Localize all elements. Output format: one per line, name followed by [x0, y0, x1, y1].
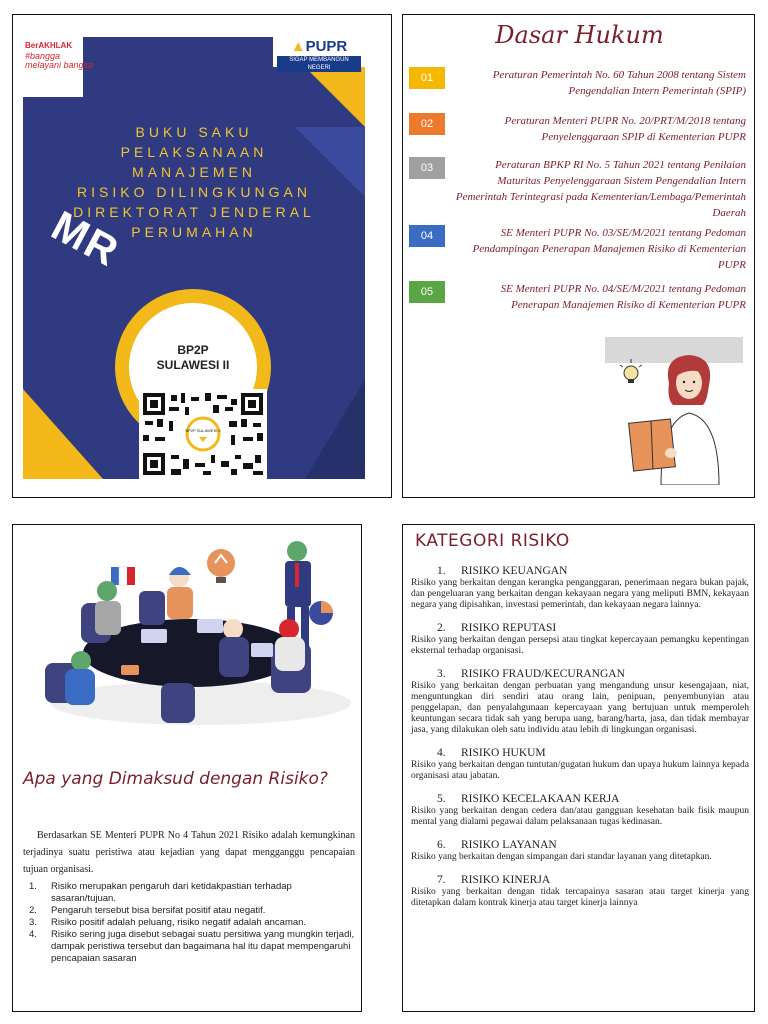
flag-icon: [111, 567, 135, 585]
definisi-points: [23, 881, 355, 965]
law-number-badge: 03: [409, 157, 445, 179]
list-item: 1. Risiko merupakan pengaruh dari ketidakpastian terhadap sasaran/tujuan.: [29, 881, 292, 904]
list-item: 2. Pengaruh tersebut bisa bersifat positif atau negatif.: [29, 905, 266, 916]
decor-triangle: [305, 379, 365, 479]
kategori-desc: Risiko yang berkaitan dengan tuntutan/gugatan hukum dan upaya hukum lainnya kepada organisasi atau jabatan.: [411, 760, 749, 781]
law-text: SE Menteri PUPR No. 04/SE/M/2021 tentang Pedoman Penerapan Manajemen Risiko di Kementerian PUPR: [500, 283, 746, 311]
qr-code[interactable]: [139, 389, 267, 479]
kategori-item: 7. RISIKO KINERJA Risiko yang berkaitan dengan tidak tercapainya sasaran atau target kinerja yang ditetapkan dalam kontrak kinerja atau target kinerja lainnya: [411, 874, 749, 908]
kategori-name: RISIKO KECELAKAAN KERJA: [461, 793, 620, 805]
badge-line: BP2P: [177, 343, 209, 357]
pupr-logo: [273, 37, 365, 71]
kategori-name: RISIKO KEUANGAN: [461, 565, 568, 577]
pupr-logo-name: PUPR: [305, 38, 348, 55]
kategori-item: 4. RISIKO HUKUM Risiko yang berkaitan dengan tuntutan/gugatan hukum dan upaya hukum lainnya kepada organisasi atau jabatan.: [411, 747, 749, 781]
cover-title-line: BUKU SAKU: [135, 124, 253, 140]
definisi-intro: Berdasarkan SE Menteri PUPR No 4 Tahun 2021 Risiko adalah kemungkinan terjadinya suatu peristiwa atau kejadian yang dapat mengganggu pencapaian tujuan organisasi.: [23, 830, 355, 875]
definisi-title: Apa yang Dimaksud dengan Risiko?: [23, 769, 328, 789]
kategori-desc: Risiko yang berkaitan dengan simpangan dari standar layanan yang ditetapkan.: [411, 852, 712, 862]
law-number-badge: 02: [409, 113, 445, 135]
berakhlak-logo-title: BerAKHLAK: [25, 41, 73, 50]
kategori-desc: Risiko yang berkaitan dengan kerangka penganggaran, penerimaan negara bukan pajak, dan pengeluaran yang berkaitan dengan kekayaan negara yang meliputi BMN, kekayaan negara yang dipisahkan, investasi pemerintah, dan kekayaan negara lainnya.: [411, 578, 749, 610]
reading-woman-illustration: [603, 335, 745, 485]
kategori-desc: Risiko yang berkaitan dengan persepsi atau tingkat kepercayaan pemangku kepentingan eksternal terhadap organisasi.: [411, 635, 749, 656]
kategori-desc: Risiko yang berkaitan dengan cedera dan/atau gangguan kesehatan baik fisik maupun mental yang dialami pegawai dalam pelaksanaan tugas kedinasan.: [411, 806, 749, 827]
list-item: 4. Risiko sering juga disebut sebagai suatu persitiwa yang mungkin terjadi, dampak peristiwa tersebut dan bagaimana hal itu dapat mempengaruhi pencapaian sasaran: [29, 929, 355, 964]
lightbulb-icon: [207, 549, 235, 583]
cover-title-line: PERUMAHAN: [131, 224, 257, 240]
pupr-mark-icon: ▲: [290, 38, 306, 55]
cover-title-line: PELAKSANAAN: [120, 144, 268, 160]
law-number-badge: 04: [409, 225, 445, 247]
dasar-hukum-panel: [402, 14, 755, 498]
decor-triangle: [303, 65, 365, 127]
kategori-item: 3. RISIKO FRAUD/KECURANGAN Risiko yang berkaitan dengan perbuatan yang mengandung unsur kesengajaan, niat, menguntungkan diri sendiri atau orang lain, penipuan, penyembunyian atau penggelapan, dan penyalahgunaan kepercayaan yang bertujuan untuk memperoleh keuntungan secara tidak sah yang berupa uang, barang/harta, jasa, dan tidak membayar jasa, yang dilakukan oleh satu individu atau lebih di lingkungan organisasi.: [411, 668, 749, 735]
law-text: SE Menteri PUPR No. 03/SE/M/2021 tentang Pedoman Pendampingan Penerapan Manajemen Risiko di Kementerian PUPR: [472, 227, 746, 271]
kategori-risiko-panel: [402, 524, 755, 1012]
meeting-illustration: [21, 533, 355, 733]
qr-center-label: BP2P SULAWESI II: [185, 428, 221, 433]
law-number-badge: 01: [409, 67, 445, 89]
mr-watermark: MR: [44, 201, 128, 276]
kategori-desc: Risiko yang berkaitan dengan tidak tercapainya sasaran atau target kinerja yang ditetapkan dalam kontrak kinerja atau target kinerja lainnya: [411, 887, 749, 908]
kategori-name: RISIKO FRAUD/KECURANGAN: [461, 668, 625, 680]
berakhlak-logo-tagline: #bangga melayani bangsa: [25, 51, 94, 70]
pupr-logo-tagline: SIGAP MEMBANGUN NEGERI: [277, 56, 361, 72]
badge-line: SULAWESI II: [156, 358, 230, 372]
kategori-item: 5. RISIKO KECELAKAAN KERJA Risiko yang berkaitan dengan cedera dan/atau gangguan kesehatan baik fisik maupun mental yang dialami pegawai dalam pelaksanaan tugas kedinasan.: [411, 793, 749, 827]
law-text: Peraturan Pemerintah No. 60 Tahun 2008 tentang Sistem Pengendalian Intern Pemerintah (SPIP): [492, 69, 746, 97]
kategori-name: RISIKO LAYANAN: [461, 839, 557, 851]
kategori-desc: Risiko yang berkaitan dengan perbuatan yang mengandung unsur kesengajaan, niat, menguntungkan diri sendiri atau orang lain, penipuan, penyembunyian atau penggelapan, dan penyalahgunaan kepercayaan yang bertujuan untuk memperoleh keuntungan secara tidak sah yang berupa uang, barang/harta, jasa, dan tidak membayar jasa, yang dilakukan oleh satu individu atau lebih di lingkungan organisasi.: [411, 681, 749, 735]
decor-triangle: [23, 389, 103, 479]
kategori-item: 2. RISIKO REPUTASI Risiko yang berkaitan dengan persepsi atau tingkat kepercayaan pemangku kepentingan eksternal terhadap organisasi.: [411, 622, 749, 656]
kategori-name: RISIKO HUKUM: [461, 747, 546, 759]
cover-artwork: [23, 37, 365, 479]
kategori-list: [411, 565, 749, 920]
law-text: Peraturan Menteri PUPR No. 20/PRT/M/2018 tentang Penyelenggaraan SPIP di Kementerian PUPR: [504, 115, 746, 143]
law-text: Peraturan BPKP RI No. 5 Tahun 2021 tentang Penilaian Maturitas Penyelenggaraan Sistem Pengendalian Intern Pemerintah Terintegrasi pada Kementerian/Lembaga/Pemerintah Daerah: [455, 159, 746, 219]
cover-title-line: RISIKO DILINGKUNGAN: [77, 184, 311, 200]
kategori-title: KATEGORI RISIKO: [415, 531, 570, 551]
cover-panel: [12, 14, 392, 498]
cover-title-line: MANAJEMEN: [132, 164, 256, 180]
kategori-item: 1. RISIKO KEUANGAN Risiko yang berkaitan dengan kerangka penganggaran, penerimaan negara bukan pajak, dan pengeluaran yang berkaitan dengan kekayaan negara yang meliputi BMN, kekayaan negara yang dipisahkan, investasi pemerintah, dan kekayaan negara lainnya.: [411, 565, 749, 610]
list-item: 3. Risiko positif adalah peluang, risiko negatif adalah ancaman.: [29, 917, 307, 928]
kategori-name: RISIKO REPUTASI: [461, 622, 557, 634]
definisi-risiko-panel: [12, 524, 362, 1012]
law-number-badge: 05: [409, 281, 445, 303]
qr-code-icon: [143, 393, 263, 475]
kategori-item: 6. RISIKO LAYANAN Risiko yang berkaitan dengan simpangan dari standar layanan yang ditetapkan.: [411, 839, 749, 863]
dasar-hukum-title: Dasar Hukum: [495, 21, 664, 49]
pie-chart-icon: [309, 601, 333, 625]
kategori-name: RISIKO KINERJA: [461, 874, 551, 886]
cover-title-line: DIREKTORAT JENDERAL: [73, 204, 315, 220]
berakhlak-logo: [25, 41, 95, 70]
